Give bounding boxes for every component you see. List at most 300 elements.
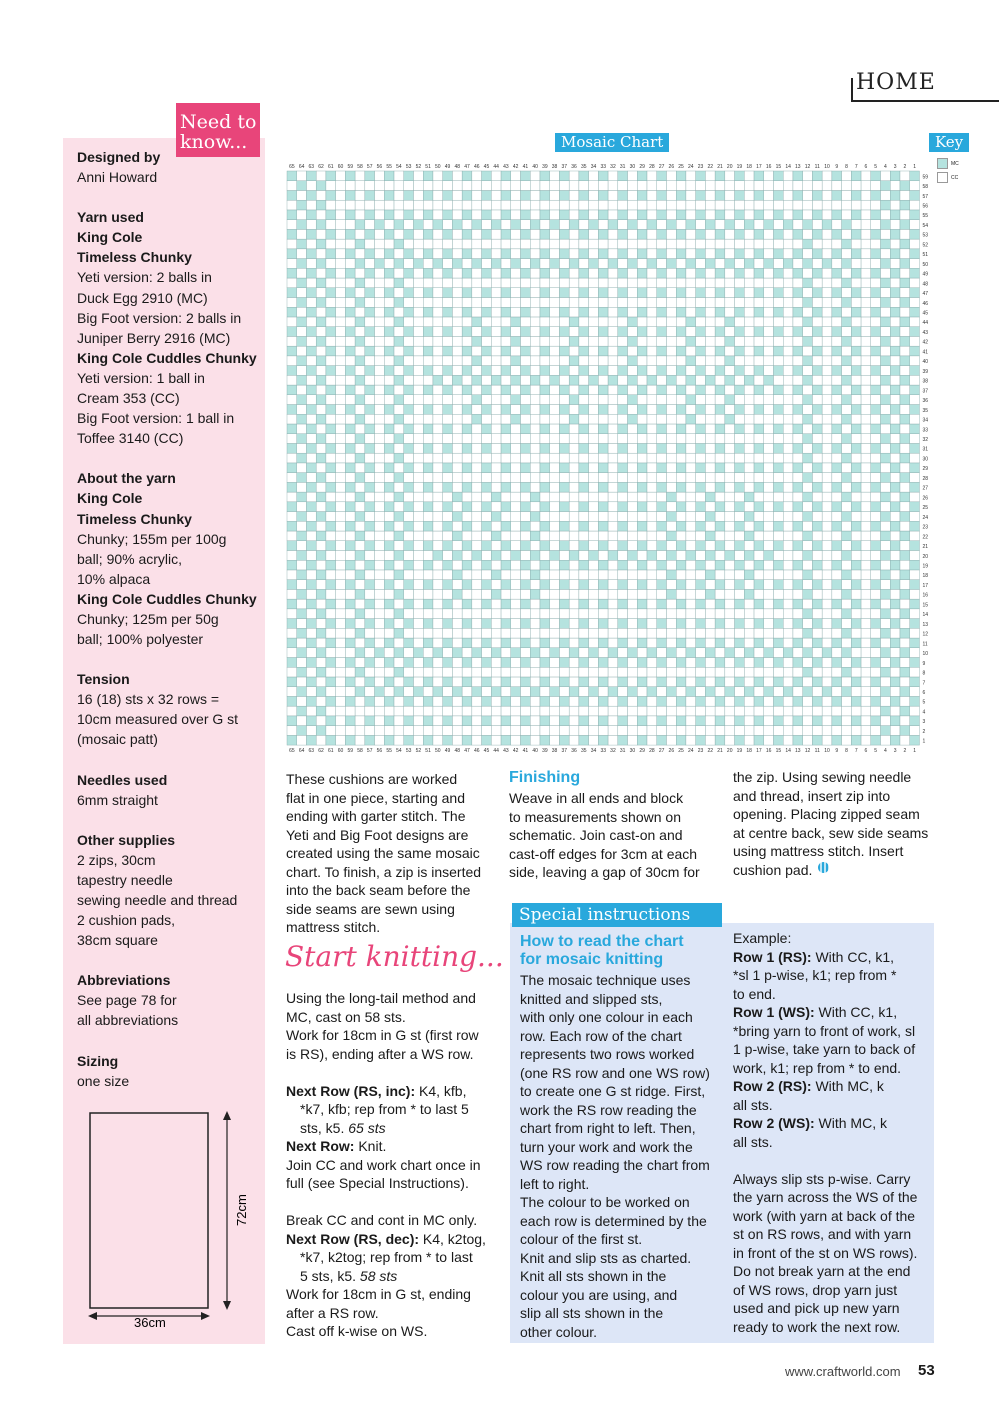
chart-cell — [686, 716, 696, 726]
chart-cell — [832, 278, 842, 288]
chart-cell — [754, 628, 764, 638]
chart-cell — [910, 307, 920, 317]
chart-cell — [647, 589, 657, 599]
chart-cell — [735, 560, 745, 570]
column-number-top: 48 — [454, 164, 461, 170]
about-yarn-block — [77, 468, 262, 649]
chart-cell — [365, 531, 375, 541]
chart-cell — [822, 336, 832, 346]
chart-cell — [910, 249, 920, 259]
column-number-bottom: 39 — [542, 748, 548, 755]
chart-cell — [793, 502, 803, 512]
chart-cell — [881, 336, 891, 346]
chart-cell — [637, 210, 647, 220]
chart-cell — [842, 259, 852, 269]
chart-cell — [744, 297, 754, 307]
chart-cell — [433, 648, 443, 658]
chart-cell — [472, 239, 482, 249]
chart-cell — [452, 443, 462, 453]
chart-cell — [336, 735, 346, 745]
column-number-top: 29 — [639, 164, 645, 170]
chart-cell — [336, 502, 346, 512]
chart-cell — [316, 463, 326, 473]
chart-cell — [910, 463, 920, 473]
chart-cell — [404, 327, 414, 337]
chart-cell — [666, 570, 676, 580]
chart-cell — [540, 181, 550, 191]
chart-cell — [559, 336, 569, 346]
chart-cell — [355, 706, 365, 716]
chart-cell — [355, 619, 365, 629]
chart-cell — [842, 229, 852, 239]
chart-cell — [910, 492, 920, 502]
chart-cell — [822, 171, 832, 181]
chart-cell — [287, 570, 297, 580]
chart-cell — [384, 210, 394, 220]
chart-cell — [705, 541, 715, 551]
chart-cell — [530, 297, 540, 307]
chart-cell — [774, 502, 784, 512]
row-number: 6 — [922, 689, 926, 696]
chart-cell — [881, 181, 891, 191]
column-number-top: 43 — [503, 164, 509, 170]
chart-cell — [355, 278, 365, 288]
chart-cell — [345, 356, 355, 366]
chart-cell — [696, 502, 706, 512]
chart-cell — [443, 385, 453, 395]
chart-cell — [900, 443, 910, 453]
chart-cell — [628, 726, 638, 736]
chart-cell — [404, 531, 414, 541]
intro-line: side seams are sewn using — [286, 900, 455, 917]
chart-cell — [851, 443, 861, 453]
chart-cell — [676, 550, 686, 560]
chart-cell — [686, 385, 696, 395]
chart-cell — [608, 638, 618, 648]
chart-cell — [452, 356, 462, 366]
chart-cell — [676, 346, 686, 356]
chart-cell — [686, 531, 696, 541]
chart-cell — [822, 521, 832, 531]
chart-cell — [569, 239, 579, 249]
chart-cell — [900, 628, 910, 638]
chart-cell — [443, 628, 453, 638]
chart-cell — [559, 288, 569, 298]
chart-cell — [336, 667, 346, 677]
chart-cell — [375, 531, 385, 541]
row-number: 58 — [922, 184, 929, 191]
chart-cell — [355, 268, 365, 278]
chart-cell — [744, 687, 754, 697]
chart-cell — [540, 463, 550, 473]
chart-cell — [696, 327, 706, 337]
chart-cell — [774, 453, 784, 463]
chart-cell — [306, 259, 316, 269]
chart-cell — [365, 560, 375, 570]
chart-cell — [774, 599, 784, 609]
chart-cell — [764, 482, 774, 492]
chart-cell — [676, 599, 686, 609]
chart-cell — [598, 482, 608, 492]
chart-cell — [676, 385, 686, 395]
chart-cell — [297, 278, 307, 288]
chart-cell — [287, 210, 297, 220]
chart-cell — [443, 473, 453, 483]
chart-cell — [900, 307, 910, 317]
chart-cell — [384, 424, 394, 434]
chart-cell — [306, 190, 316, 200]
chart-cell — [842, 550, 852, 560]
chart-cell — [589, 327, 599, 337]
chart-cell — [744, 239, 754, 249]
chart-cell — [696, 268, 706, 278]
chart-cell — [404, 667, 414, 677]
row-number: 26 — [922, 495, 929, 502]
chart-cell — [559, 220, 569, 230]
chart-cell — [472, 599, 482, 609]
chart-cell — [725, 171, 735, 181]
chart-cell — [618, 599, 628, 609]
chart-cell — [666, 200, 676, 210]
chart-cell — [306, 307, 316, 317]
chart-cell — [618, 268, 628, 278]
chart-cell — [530, 424, 540, 434]
chart-cell — [696, 336, 706, 346]
chart-cell — [306, 375, 316, 385]
chart-cell — [336, 619, 346, 629]
chart-cell — [676, 570, 686, 580]
chart-cell — [764, 453, 774, 463]
chart-cell — [842, 181, 852, 191]
tension-line: 16 (18) sts x 32 rows = — [77, 691, 220, 708]
chart-cell — [365, 609, 375, 619]
chart-cell — [608, 220, 618, 230]
chart-cell — [306, 492, 316, 502]
chart-cell — [715, 677, 725, 687]
chart-cell — [910, 580, 920, 590]
chart-cell — [433, 531, 443, 541]
chart-cell — [452, 375, 462, 385]
chart-cell — [598, 268, 608, 278]
chart-cell — [433, 443, 443, 453]
chart-cell — [832, 580, 842, 590]
chart-cell — [618, 405, 628, 415]
column-number-top: 2 — [903, 164, 907, 170]
chart-cell — [647, 288, 657, 298]
chart-cell — [647, 502, 657, 512]
intro-line: into the back seam before the — [286, 882, 471, 898]
chart-cell — [569, 492, 579, 502]
chart-cell — [628, 210, 638, 220]
yarn-used-line: King Cole — [77, 229, 143, 246]
chart-cell — [598, 443, 608, 453]
chart-cell — [472, 443, 482, 453]
chart-cell — [871, 414, 881, 424]
chart-cell — [482, 706, 492, 716]
chart-cell — [316, 297, 326, 307]
chart-cell — [452, 171, 462, 181]
chart-cell — [452, 677, 462, 687]
chart-cell — [491, 696, 501, 706]
chart-cell — [355, 638, 365, 648]
chart-cell — [686, 268, 696, 278]
chart-cell — [287, 385, 297, 395]
chart-cell — [375, 405, 385, 415]
chart-cell — [851, 288, 861, 298]
chart-cell — [472, 638, 482, 648]
column-number-bottom: 11 — [814, 748, 820, 755]
chart-cell — [521, 200, 531, 210]
chart-cell — [803, 317, 813, 327]
chart-cell — [637, 453, 647, 463]
row-text: K4, kfb, — [415, 1082, 467, 1099]
about-yarn-line: 10% alpaca — [77, 570, 151, 587]
chart-cell — [793, 687, 803, 697]
chart-cell — [890, 716, 900, 726]
chart-cell — [744, 220, 754, 230]
chart-cell — [375, 375, 385, 385]
chart-cell — [618, 492, 628, 502]
about-yarn-line: King Cole Cuddles Chunky — [77, 590, 257, 607]
chart-cell — [910, 667, 920, 677]
chart-cell — [355, 288, 365, 298]
chart-cell — [861, 443, 871, 453]
chart-cell — [365, 580, 375, 590]
chart-cell — [822, 658, 832, 668]
chart-cell — [443, 317, 453, 327]
chart-cell — [861, 492, 871, 502]
chart-cell — [832, 336, 842, 346]
chart-cell — [404, 706, 414, 716]
chart-cell — [423, 327, 433, 337]
chart-cell — [657, 336, 667, 346]
chart-cell — [793, 317, 803, 327]
chart-cell — [462, 356, 472, 366]
chart-cell — [579, 288, 589, 298]
chart-cell — [842, 502, 852, 512]
chart-cell — [589, 414, 599, 424]
chart-cell — [579, 726, 589, 736]
sizing-block — [77, 1051, 262, 1091]
chart-cell — [443, 210, 453, 220]
chart-cell — [482, 239, 492, 249]
chart-cell — [744, 453, 754, 463]
chart-cell — [462, 512, 472, 522]
chart-cell — [501, 696, 511, 706]
chart-cell — [287, 706, 297, 716]
chart-cell — [569, 648, 579, 658]
about-yarn-line: King Cole — [77, 490, 143, 507]
chart-cell — [803, 609, 813, 619]
chart-cell — [394, 327, 404, 337]
chart-cell — [433, 210, 443, 220]
chart-cell — [306, 735, 316, 745]
column-number-bottom: 35 — [580, 748, 587, 755]
chart-cell — [715, 346, 725, 356]
chart-cell — [686, 589, 696, 599]
chart-cell — [540, 220, 550, 230]
column-number-bottom: 21 — [717, 748, 723, 755]
chart-cell — [705, 395, 715, 405]
chart-cell — [900, 453, 910, 463]
chart-cell — [725, 619, 735, 629]
chart-cell — [842, 667, 852, 677]
chart-cell — [686, 259, 696, 269]
chart-cell — [686, 414, 696, 424]
chart-cell — [705, 346, 715, 356]
chart-cell — [472, 619, 482, 629]
chart-cell — [326, 434, 336, 444]
instruction-line: Cast off k-wise on WS. — [286, 1323, 428, 1339]
chart-cell — [491, 716, 501, 726]
chart-cell — [608, 249, 618, 259]
chart-cell — [715, 239, 725, 249]
chart-cell — [608, 560, 618, 570]
chart-cell — [355, 512, 365, 522]
chart-cell — [404, 541, 414, 551]
chart-cell — [900, 560, 910, 570]
chart-cell — [384, 443, 394, 453]
chart-cell — [764, 502, 774, 512]
chart-cell — [812, 297, 822, 307]
chart-cell — [851, 239, 861, 249]
chart-cell — [754, 297, 764, 307]
chart-cell — [472, 589, 482, 599]
chart-cell — [666, 492, 676, 502]
chart-cell — [744, 696, 754, 706]
chart-cell — [696, 210, 706, 220]
chart-cell — [511, 220, 521, 230]
chart-cell — [316, 414, 326, 424]
chart-cell — [482, 327, 492, 337]
chart-cell — [793, 550, 803, 560]
chart-cell — [404, 716, 414, 726]
chart-cell — [910, 366, 920, 376]
chart-cell — [530, 307, 540, 317]
chart-cell — [501, 278, 511, 288]
chart-cell — [569, 638, 579, 648]
chart-cell — [404, 619, 414, 629]
chart-cell — [452, 638, 462, 648]
chart-cell — [433, 589, 443, 599]
chart-cell — [355, 716, 365, 726]
chart-cell — [774, 210, 784, 220]
chart-cell — [900, 658, 910, 668]
width-label: 36cm — [134, 1315, 166, 1330]
chart-cell — [696, 229, 706, 239]
chart-cell — [774, 696, 784, 706]
chart-cell — [540, 541, 550, 551]
chart-cell — [608, 443, 618, 453]
chart-cell — [696, 190, 706, 200]
chart-cell — [774, 297, 784, 307]
chart-cell — [336, 648, 346, 658]
chart-cell — [375, 453, 385, 463]
chart-cell — [287, 356, 297, 366]
chart-cell — [462, 706, 472, 716]
chart-cell — [511, 288, 521, 298]
chart-cell — [365, 696, 375, 706]
chart-cell — [530, 589, 540, 599]
chart-cell — [637, 560, 647, 570]
footer-url: www.craftworld.com — [785, 1364, 901, 1379]
chart-cell — [521, 268, 531, 278]
chart-cell — [501, 658, 511, 668]
chart-cell — [423, 307, 433, 317]
chart-cell — [696, 317, 706, 327]
chart-cell — [404, 677, 414, 687]
chart-cell — [326, 687, 336, 697]
chart-cell — [394, 550, 404, 560]
chart-cell — [637, 696, 647, 706]
chart-cell — [696, 696, 706, 706]
chart-cell — [666, 726, 676, 736]
chart-cell — [657, 249, 667, 259]
chart-cell — [618, 443, 628, 453]
chart-cell — [900, 512, 910, 522]
chart-cell — [579, 356, 589, 366]
chart-cell — [842, 696, 852, 706]
other-supplies-line: sewing needle and thread — [77, 892, 238, 908]
column-number-bottom: 60 — [337, 748, 344, 755]
chart-cell — [735, 502, 745, 512]
continuation-text: *k7, kfb; rep from * to last 5 — [300, 1101, 469, 1117]
chart-cell — [890, 706, 900, 716]
chart-cell — [744, 531, 754, 541]
chart-cell — [540, 570, 550, 580]
chart-cell — [851, 677, 861, 687]
chart-cell — [316, 239, 326, 249]
chart-cell — [793, 482, 803, 492]
chart-cell — [326, 327, 336, 337]
chart-cell — [793, 609, 803, 619]
chart-cell — [326, 375, 336, 385]
chart-cell — [842, 424, 852, 434]
chart-cell — [910, 171, 920, 181]
row-number: 19 — [922, 563, 929, 570]
chart-cell — [851, 434, 861, 444]
chart-cell — [735, 249, 745, 259]
chart-cell — [452, 268, 462, 278]
chart-cell — [287, 580, 297, 590]
chart-cell — [803, 619, 813, 629]
chart-cell — [423, 297, 433, 307]
chart-cell — [579, 405, 589, 415]
chart-cell — [657, 210, 667, 220]
chart-cell — [618, 249, 628, 259]
chart-cell — [336, 268, 346, 278]
chart-cell — [890, 297, 900, 307]
chart-cell — [452, 405, 462, 415]
chart-cell — [803, 297, 813, 307]
chart-cell — [316, 405, 326, 415]
row-number: 12 — [922, 631, 929, 638]
chart-cell — [559, 473, 569, 483]
row-number: 20 — [922, 553, 929, 560]
chart-cell — [803, 181, 813, 191]
chart-cell — [452, 239, 462, 249]
chart-cell — [851, 259, 861, 269]
chart-cell — [803, 200, 813, 210]
chart-cell — [501, 609, 511, 619]
chart-cell — [501, 463, 511, 473]
chart-cell — [686, 210, 696, 220]
chart-cell — [491, 726, 501, 736]
chart-cell — [336, 259, 346, 269]
chart-cell — [881, 609, 891, 619]
chart-cell — [851, 599, 861, 609]
chart-cell — [297, 385, 307, 395]
